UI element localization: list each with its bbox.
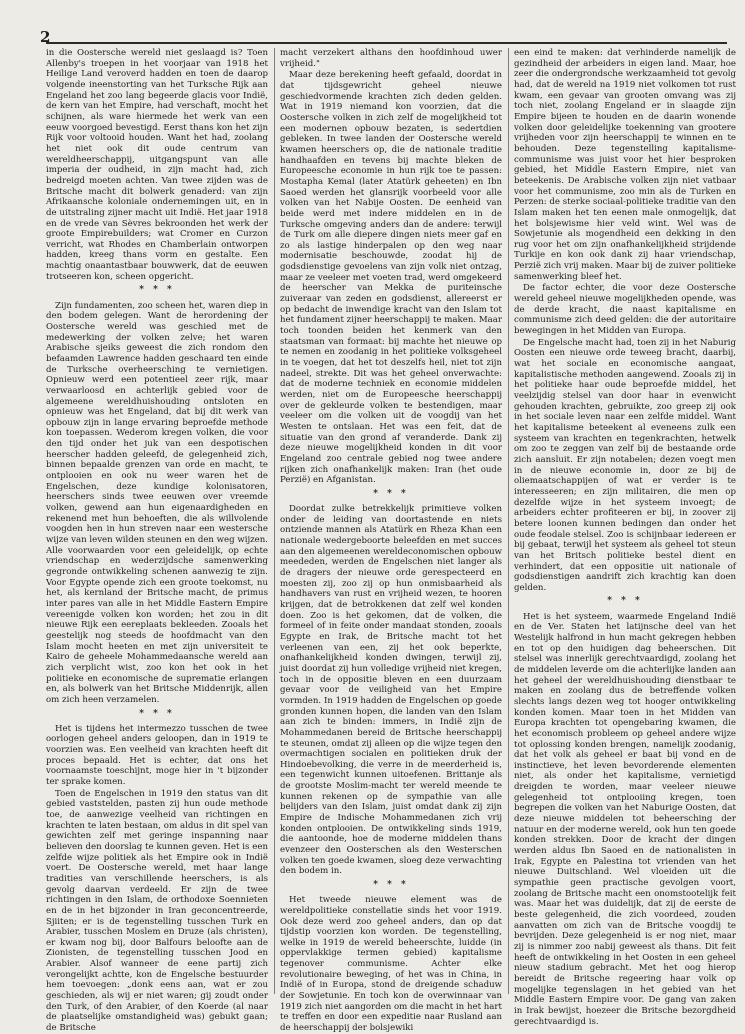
section-separator: * * * (373, 880, 409, 891)
paragraph: in die Oostersche wereld niet geslaagd is? Toen Allenby's troepen in het voorjaar van 1918 het Heilige Land veroverd hadden en toen de daarop volgende ineenstorting van het Turksche Rijk aan Engeland het zoo lang begeerde glacis voor Indië, de kern van het Empire, had verschaft, mocht het schijnen, als ware hiermede het werk van een eeuw voorgoed bevestigd. Eerst thans kon het zijn Rijk voor voltooid houden. Want het had, zoolang het niet ook dit oude centrum van wereldheerschappij, uitgangspunt van alle imperia der oudheid, in zijn macht had, zich bedreigd moeten achten. Van twee zijden was de Britsche macht dit bolwerk genaderd: van zijn Afrikaansche koloniale ondernemingen uit, en in de uitstraling zijner macht uit Indië. Het jaar 1918 en de vrede van Sèvres bekroonden het werk der groote Empirebuilders; wat Cromer en Curzon verricht, wat Rhodes en Chamberlain ontworpen hadden, kreeg thans vorm en gestalte. Een machtig onaantastbaar bouwwerk, dat de eeuwen trotseeren kon, scheen opgericht. (46, 48, 268, 282)
page-number: 2 (40, 28, 51, 46)
section-separator: * * * (139, 285, 175, 296)
column-2 (280, 48, 502, 1034)
paragraph: De factor echter, die voor deze Oostersche wereld geheel nieuwe mogelijkheden opende, was de derde kracht, die naast kapitalisme en communisme zich deed gelden: die der autoritaire bewegingen in het Midden van Europa. (514, 283, 736, 337)
paragraph: Doordat zulke betrekkelijk primitieve volken onder de leiding van doortastende en niets ontziende mannen als Atatürk en Rheza Khan een nationale wedergeboorte beleefden en met succes aan den algemeenen wereldeconomischen opbouw meededen, werden de Engelschen niet langer als de dragers der nieuwe orde gerespecteerd en moesten zij, zoo zij op hun onmisbaarheid als handhavers van rust en vrijheid wezen, te hooren krijgen, dat de betrokkenen dat zelf wel konden doen. Zoo is het gekomen, dat de volken, die formeel of in feite onder mandaat stonden, zooals Egypte en Irak, de Britsche macht tot het verleenen van een, zij het ook beperkte, onafhankelijkheid konden dwingen, terwijl zij, juist doordat zij hun volledige vrijheid niet kregen, toch in de oppositie bleven en een duurzaam gevaar voor de veiligheid van het Empire vormden. In 1919 hadden de Engelschen op goede gronden kunnen hopen, die landen van den Islam aan zich te binden: immers, in Indië zijn de Mohammedanen bereid de Britsche heerschappij te steunen, omdat zij alleen op die wijze tegen den overmachtigen socialen en politieken druk der Hindoebevolking, die verre in de meerderheid is, een tegenwicht kunnen uitoefenen. Brittanje als de grootste Moslim-macht ter wereld meende te kunnen rekenen op de sympathie van alle belijders van den Islam, juist omdat dank zij zijn Empire de Indische Mohammedanen zich vrij konden ontplooien. De ontwikkeling sinds 1919, die aantoonde, hoe de moderne middelen thans evenzeer den Oosterschen als den Westerschen volken ten goede kwamen, sloeg deze verwachting den bodem in. (280, 504, 502, 877)
paragraph: Het is het systeem, waarmede Engeland Indië en de Ver. Staten het latijnsche deel van het Westelijk halfrond in hun macht gekregen hebben en tot op den huidigen dag beheerschen. Dit stelsel was innerlijk gerechtvaardigd, zoolang het de middelen leverde om die achterlijke landen aan het geheel der wereldhuishouding dienstbaar te maken en zoolang dus de betreffende volken slechts langs dezen weg tot hooger ontwikkeling konden komen. Maar toen in het Midden van Europa krachten tot opengebaring kwamen, die het economisch probleem op geheel andere wijze tot oplossing konden brengen, namelijk zoodanig, dat het volk als geheel er baat bij vond en de instinctieve, het leven bevorderende elementen niet, als onder het kapitalisme, vernietigd dreigden te worden, maar veeleer nieuwe gelegenheid tot ontplooiing kregen, toen begrepen die volken van het Naburige Oosten, dat deze nieuwe middelen tot beheersching der natuur en der moderne wereld, ook hun ten goede konden strekken. Door de kracht der dingen werden aldus Ibn Saoed en de nationalisten in Irak, Egypte en Palestina tot vrienden van het nieuwe Duitschland. Wel vloeiden uit die sympathie geen practische gevolgen voort, zoolang de Britsche macht een onomstootelijk feit was. Maar het was duidelijk, dat zij de eerste de beste gelegenheid, die zich voordeed, zouden aanvatten om zich van de Britsche voogdij te bevrijden. Deze gelegenheid is er nog niet, maar zij is nimmer zoo nabij geweest als thans. Dit feit heeft de ontwikkeling in het Oosten in een geheel nieuw stadium gebracht. Met het oog hierop bereidt de Britsche regeering haar volk op mogelijke tegenslagen in het gebied van het Middle Eastern Empire voor. De gang van zaken in Irak bewijst, hoezeer die Britsche bezorgdheid gerechtvaardigd is. (514, 611, 736, 1027)
paragraph: Toen de Engelschen in 1919 den status van dit gebied vaststelden, pasten zij hun oude methode toe, de aanwezige veelheid van richtingen en krachten te laten bestaan, om aldus in dit spel van gewichten zelf met geringe inspanning naar believen den doorslag te kunnen geven. Het is een zelfde wijze politiek als het Empire ook in Indië voert. De Oostersche wereld, met haar lange tradities van verschillende heerschers, is als gevolg daarvan verdeeld. Er zijn de twee richtingen in den Islam, de orthodoxe Soennieten en de in het bijzonder in Iran geconcentreerde, Sjiiten; er is de tegenstelling tusschen Turk en Arabier, tusschen Moslem en Druze (als christen), er kwam nog bij, door Balfours beloofte aan de Zionisten, de tegenstelling tusschen Jood en Arabier. Alsof wanneer de eene partij zich verongelijkt achtte, kon de Engelsche bestuurder hem toevoegen: „donk eens aan, wat er zou geschieden, als wij er niet waren; gij zoudt onder den Turk, of den Arabier, of den Koerde (al naar de plaatselijke omstandigheid was) gebukt gaan; de Britsche (46, 788, 268, 1034)
section-separator: * * * (607, 596, 643, 607)
paragraph: een eind te maken: dat verhinderde namelijk de gezindheid der arbeiders in eigen land. Maar, hoe zeer die ondergrondsche werkzaamheid tot gevolg had, dat de wereld na 1919 niet volkomen tot rust kwam, een gevaar van grooten omvang was zij toch niet, zoolang Engeland er in slaagde zijn Empire bijeen te houden en de daarin wonende volken door geleidelijke toekenning van grootere vrijheden voor zijn heerschappij te winnen en te behouden. Deze tegenstelling kapitalisme-communisme was juist voor het hier besproken gebied, het Middle Eastern Empire, niet van beteekenis. De Arabische volken zijn niet vatbaar voor het communisme, zoo min als de Turken en Perzen: de sterke sociaal-politieke traditie van den Islam maken het ten eenen male onmogelijk, dat het bolsjewisme hier veld wint. Wel was de Sowjetunie als mogendheid een dekking in den rug voor het om zijn onafhankelijkheid strijdende Turkije en kon ook dank zij haar vriendschap, Perzië zich vrij maken. Maar bij de zuiver politieke samenwerking bleef het. (514, 48, 736, 282)
paragraph: Zijn fundamenten, zoo scheen het, waren diep in den bodem gelegen. Want de herordening der Oostersche wereld was geschied met de medewerking der volken zelve; het waren Arabische sjeiks geweest die zich rondom den befaamden Lawrence hadden geschaard ten einde de Turksche overheersching te vernietigen. Opnieuw werd een potentieel zeer rijk, maar verwaarloosd en achterlijk gebied voor de algemeene wereldhuishouding ontsloten en opnieuw was het Engeland, dat bij dit werk van opbouw zijn in lange ervaring beproefde methode kon toepassen. Wederom kregen volken, die voor den tijd onder het juk van een despotischen heerscher hadden geleefd, de gelegenheid zich, binnen bepaalde grenzen van orde en macht, te ontplooien en ook nu weer waren het de Engelschen, deze kundige kolonisatoren, heerschers sinds twee eeuwen over vreemde volken, gewend aan hun eigenaardigheden en rekenend met hun behoeften, die als willvolende voogden hen in hun streven naar een westersche wijze van leven wilden steunen en den weg wijzen. Alle voorwaarden voor een geleidelijk, op echte vriendschap en wederzijdsche samenwerking gegronde ontwikkeling schenen aanwezig te zijn. Voor Egypte opende zich een groote toekomst, nu het, als kernland der Britsche macht, de primus inter pares van alle in het Middle Eastern Empire vereenigde volken kon worden; het zou in dit nieuwe Rijk een eereplaats bekleeden. Zooals het geestelijk nog steeds de hoofdmacht van den Islam mocht heeten en met zijn universiteit te Kairo de geheele Mohammedaansche wereld aan zich verplicht wist, zoo kon het ook in het politieke en economische de suprematie erlangen en, als bolwerk van het Britsche Middenrijk, allen om zich heen verzamelen. (46, 300, 269, 705)
header-rule (46, 42, 727, 44)
section-separator: * * * (139, 708, 175, 719)
paragraph: Het is tijdens het intermezzo tusschen de twee oorlogen geheel anders geloopen, dan in 1919 te voorzien was. Een veelheid van krachten heeft dit proces bepaald. Het is echter, dat ons het voornaamste toeschijnt, moge hier in 't bijzonder ter sprake komen. (46, 723, 268, 787)
paragraph: macht verzekert althans den hoofdinhoud uwer vrijheid." (280, 48, 502, 69)
section-separator: * * * (373, 488, 409, 499)
article-columns (46, 48, 736, 1034)
column-1 (46, 48, 269, 1034)
paragraph: De Engelsche macht had, toen zij in het Naburig Oosten een nieuwe orde teweeg bracht, daarbij, wat het sociale en economische aangaat, kapitalistische methoden aangewend. Zooals zij in het politieke haar oude beproefde middel, het veelzijdig stelsel van door haar in evenwicht gehouden krachten, gebruikte, zoo greep zij ook in het sociale leven naar een zelfde middel. Want het kapitalisme beteekent al eveneens zulk een systeem van krachten en tegenkrachten, hetwelk om zoo te zeggen van zelf bij de bestaande orde zich aansluit. Er zijn notabelen; dezen voegt men in de nieuwe economie in, door ze bij de oliemaatschappijen of wat er verder is te interesseeren; en zijn militairen, die men op dezelfde wijze in het systeem invoegt; de arbeiders echter profiteeren er bij, in zoover zij betere loonen kunnen bedingen dan onder het oude feodale stelsel. Zoo is schijnbaar iedereen er bij gebaat, terwijl het systeem als geheel tot steun van het Britsch politieke bestel dient en verhindert, dat een oppositie uit nationale of godsdienstigen aandrift zich krachtig kan doen gelden. (514, 337, 736, 593)
column-divider (508, 48, 509, 994)
column-divider (274, 48, 275, 994)
paragraph: Maar deze berekening heeft gefaald, doordat in dat tijdsgewricht geheel nieuwe geschiedvormende krachten zich deden gelden. Wat in 1919 niemand kon voorzien, dat die Oostersche volken in zich zelf de mogelijkheid tot een modernen opbouw bezaten, is sedertdien gebleken. In twee landen der Oostersche wereld kwamen heerschers op, die de nationale traditie handhaafden en tevens bij machte bleken de Europeesche economie in hun rijk toe te passen: Mostapha Kemal (later Atatürk geheeten) en Ibn Saoed werden het glansrijk voorbeeld voor alle volken van het Nabije Oosten. De eenheid van beide werd met indere middelen en in de Turksche omgeving anders dan de andere: terwijl de Turk om alle diepere dingen niets meer gaf en zo als lastige hinderpalen op den weg naar modernisatie beschouwde, zoodat hij de godsdienstige gevoelens van zijn volk niet ontzag, maar ze veeleer met voeten trad, werd omgekeerd de heerscher van Mekka de puriteinsche zuiveraar van zeden en godsdienst, allereerst er op bedacht de inwendige kracht van den Islam tot het fundament zijner heerschappij te maken. Maar toch toonden beiden het kenmerk van den staatsman van formaat: bij machte het nieuwe op te nemen en zoodanig in het politieke volksgeheel in te voegen, dat het tot deszelfs heil, niet tot zijn nadeel, strekte. Dit was het geheel onverwachte: dat de moderne techniek en economie middelen werden, niet om de Europeesche heerschappij over de gekleurde volken te bestendigen, maar veeleer om die volken uit de voogdij van het Westen te ontslaan. Het was een feit, dat de situatie van den grond af veranderde. Dank zij deze nieuwe mogelijkheid konden in dit voor Engeland zoo centrale gebied nog twee andere rijken zich onafhankelijk maken: Iran (het oude Perzië) en Afganistan. (280, 70, 502, 486)
paragraph: Het tweede nieuwe element was de wereldpolitieke constellatie sinds het voor 1919. Ook deze werd zoo geheel anders, dan op dat tijdstip voorzien kon worden. De tegenstelling, welke in 1919 de wereld beheerschte, luidde (in oppervlakkige termen gebied) kapitalisme tegenover communisme. Achter elke revolutionaire beweging, of het was in China, in Indië of in Europa, stond de dreigende schaduw der Sowjetunie. En toch kon de overwinnaar van 1919 zich niet aangorden om die macht in het hart te treffen en door een expeditie naar Rusland aan de heerschappij der bolsjewiki (280, 895, 502, 1034)
column-3 (514, 48, 736, 1027)
